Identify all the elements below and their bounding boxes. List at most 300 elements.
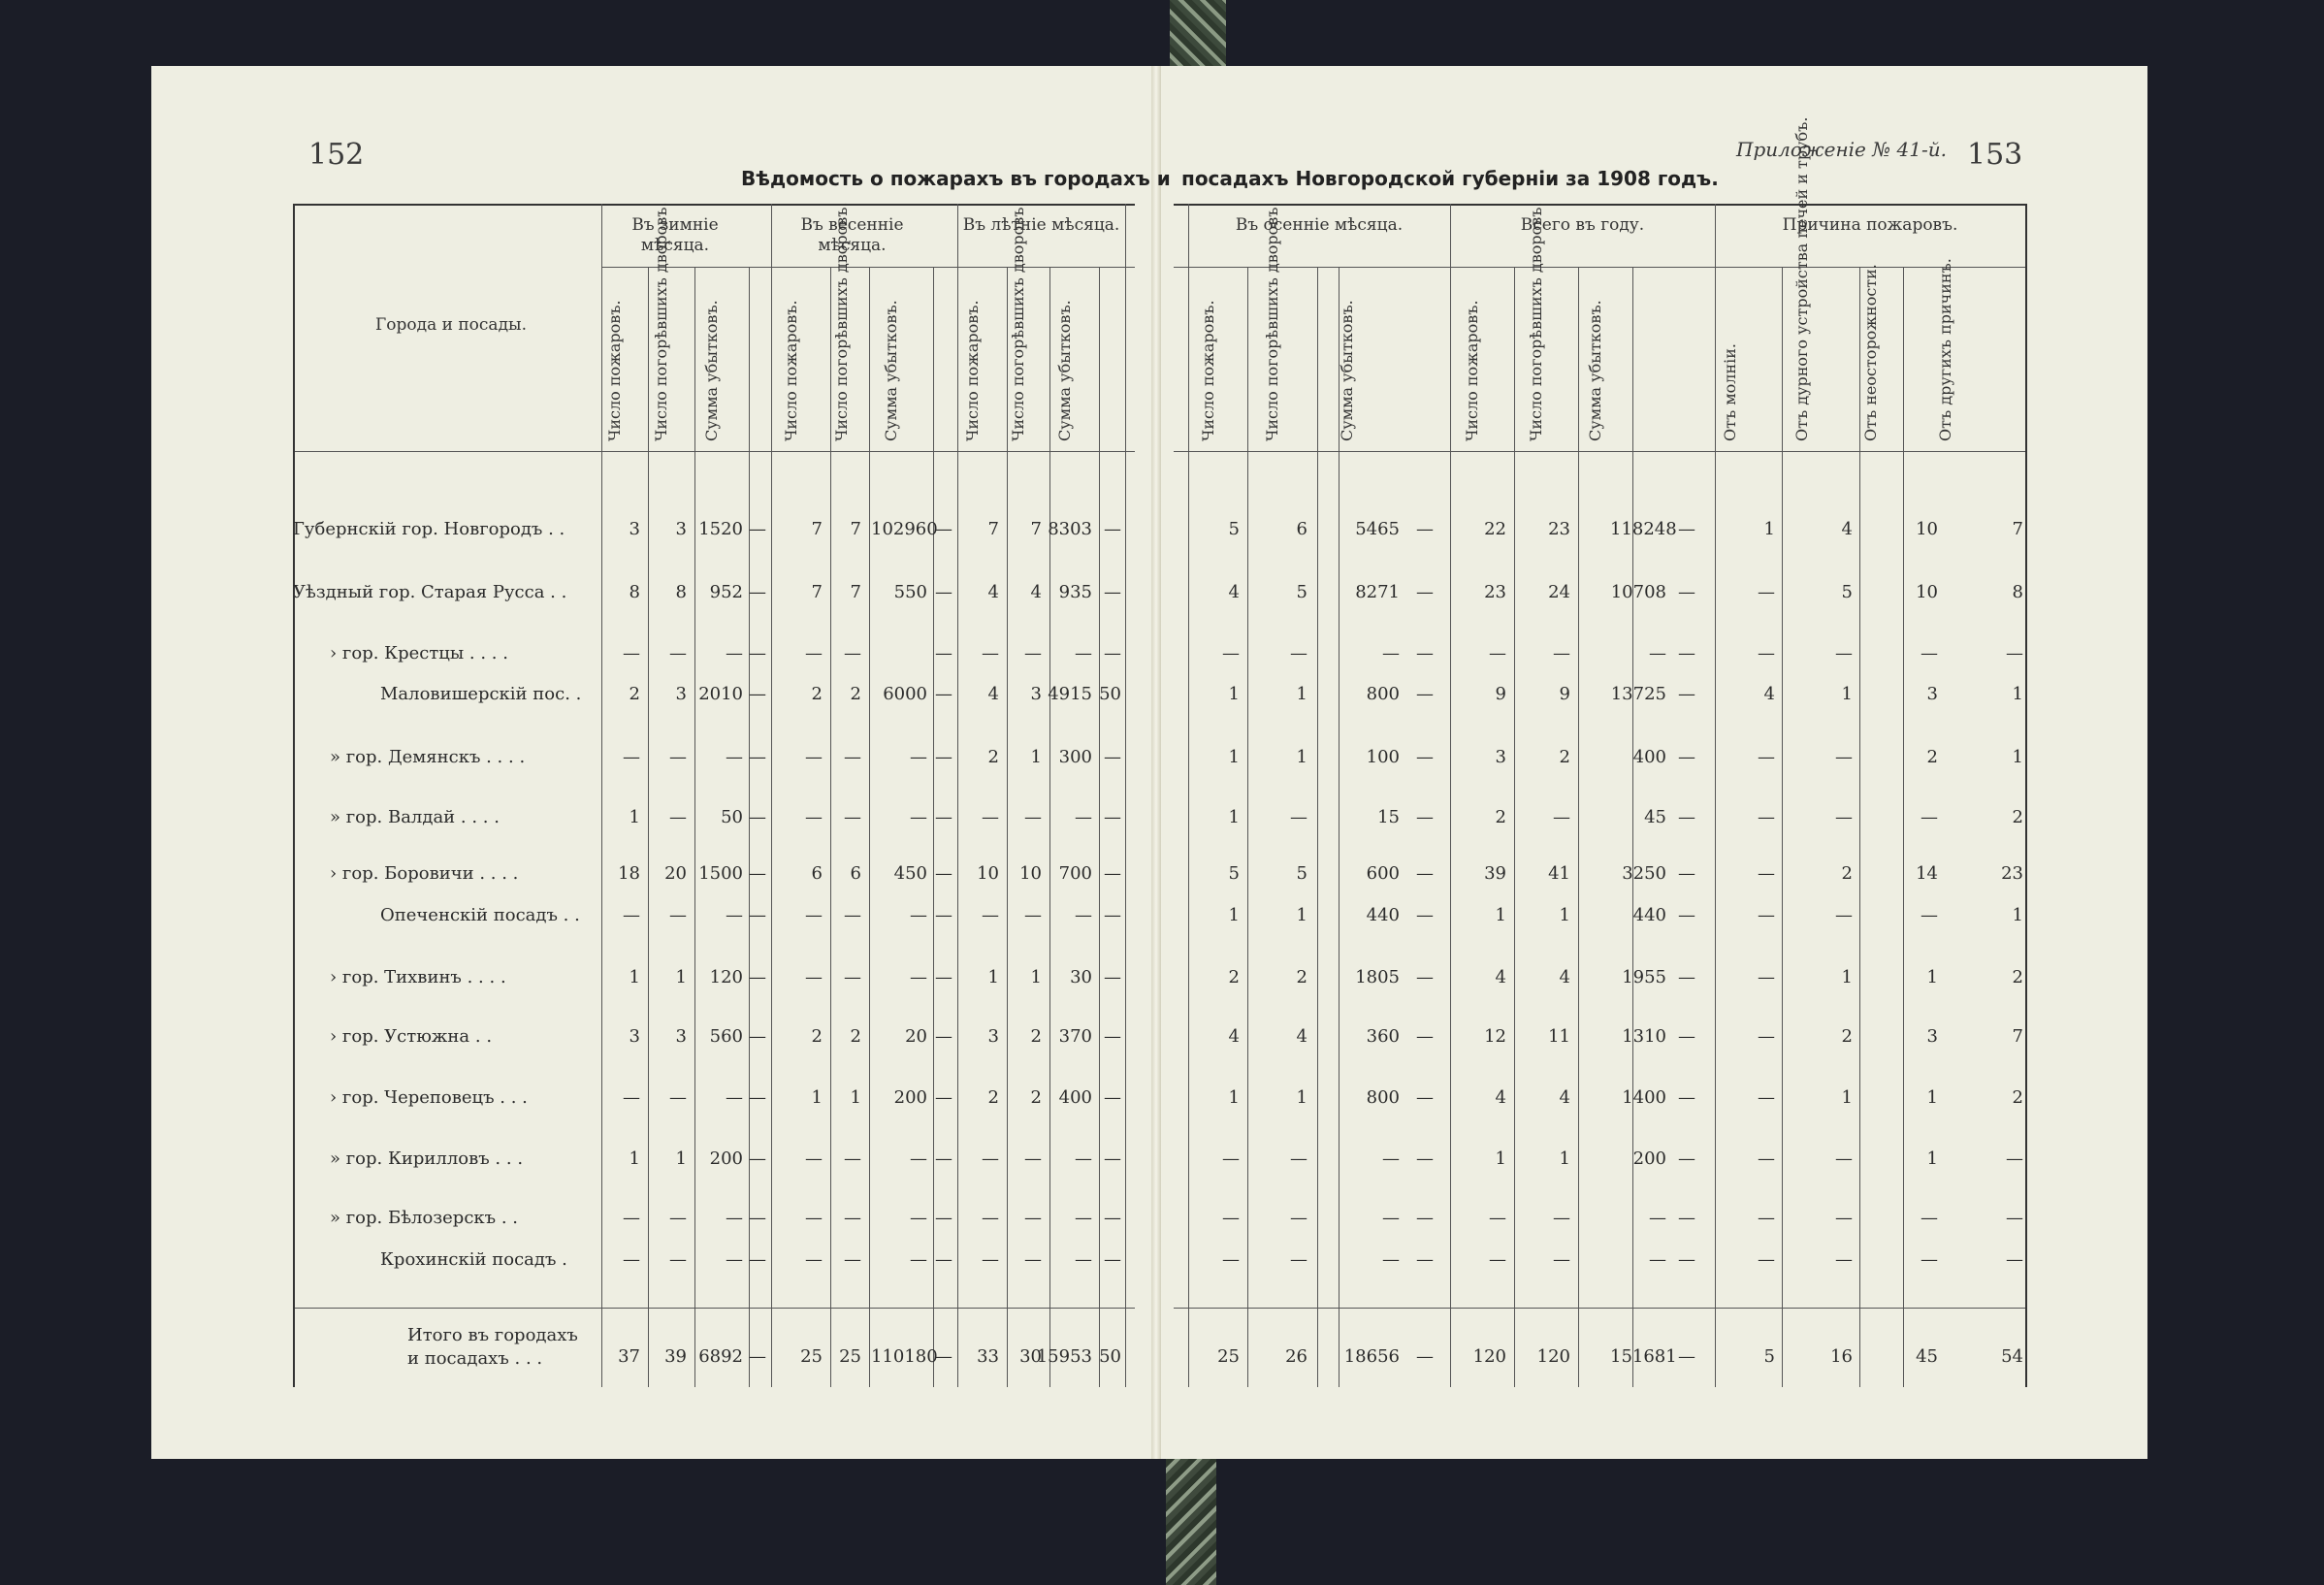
cell: 39 (1484, 863, 1506, 884)
cell: 3 (629, 1026, 640, 1047)
cell: 1 (1228, 1087, 1240, 1108)
cell: 2 (2012, 1087, 2023, 1108)
cell: 1 (1030, 967, 1042, 987)
cell: 1 (2012, 905, 2023, 925)
cell: — (805, 807, 823, 827)
cell: 22 (1484, 519, 1506, 539)
cell: 2 (1926, 747, 1938, 767)
cell: 1 (1495, 905, 1506, 925)
total-cell: 5 (1763, 1346, 1775, 1367)
cell: 23 (1484, 582, 1506, 602)
cell: 15 (1377, 807, 1400, 827)
total-label: и посадахъ . . . (407, 1348, 543, 1369)
cell: 3 (629, 519, 640, 539)
total-cell: 151681 (1610, 1346, 1677, 1367)
cell: 440 (1366, 905, 1400, 925)
cell: 4 (1228, 1026, 1240, 1047)
cell: — (1104, 807, 1121, 827)
header-sub: Сумма убытковъ. (1054, 300, 1074, 441)
cell: — (1290, 1148, 1307, 1169)
cell: — (749, 1148, 766, 1169)
cell: 3 (1926, 684, 1938, 704)
cell: — (1416, 747, 1434, 767)
cell: — (844, 643, 861, 663)
cell: — (1649, 1249, 1666, 1270)
cell: — (1104, 747, 1121, 767)
cell: — (1678, 747, 1695, 767)
column-rule (1859, 267, 1860, 1387)
cell: 1 (1228, 905, 1240, 925)
cell: 2 (629, 684, 640, 704)
cell: 6 (1296, 519, 1307, 539)
cell: — (1758, 747, 1775, 767)
cell: 1 (1763, 519, 1775, 539)
cell: 1 (1559, 1148, 1570, 1169)
cell: 30 (1070, 967, 1092, 987)
cell: — (1758, 1249, 1775, 1270)
cell: 4 (1841, 519, 1853, 539)
cell: 1805 (1355, 967, 1400, 987)
row-label: › гор. Череповецъ . . . (330, 1087, 528, 1108)
cell: — (1835, 1148, 1853, 1169)
header-group: Всего въ году. (1520, 215, 1645, 235)
cell: — (1553, 643, 1570, 663)
cell: — (1489, 1208, 1506, 1228)
cell: — (1104, 1087, 1121, 1108)
cell: — (935, 863, 952, 884)
cell: 7 (2012, 519, 2023, 539)
cell: 3 (1926, 1026, 1938, 1047)
group-header-rule (1174, 267, 2027, 268)
header-group: Въ весенніе мѣсяца. (800, 215, 904, 255)
row-label: » гор. Валдай . . . . (330, 807, 500, 827)
cell: — (844, 1208, 861, 1228)
cell: — (1489, 643, 1506, 663)
cell: — (1222, 643, 1240, 663)
total-cell: — (749, 1346, 766, 1367)
cell: — (1024, 643, 1042, 663)
row-label: » гор. Бѣлозерскъ . . (330, 1208, 518, 1228)
cell: 10 (1916, 582, 1938, 602)
cell: — (1024, 1249, 1042, 1270)
cell: 400 (1058, 1087, 1092, 1108)
header-sub: Число погорѣвшихъ дворовъ. (1009, 202, 1027, 441)
cell: — (1416, 519, 1434, 539)
total-cell: 30 (1019, 1346, 1042, 1367)
cell: — (1553, 1208, 1570, 1228)
cell: — (1104, 1148, 1121, 1169)
cell: — (1222, 1208, 1240, 1228)
cell: — (1104, 905, 1121, 925)
cell: 560 (709, 1026, 743, 1047)
cell: — (982, 1148, 999, 1169)
cell: — (1416, 1148, 1434, 1169)
binding-ribbon-top (1170, 0, 1226, 66)
cell: 7 (1030, 519, 1042, 539)
cell: — (935, 1026, 952, 1047)
cell: — (1222, 1148, 1240, 1169)
cell: 2 (1559, 747, 1570, 767)
cell: 4 (1763, 684, 1775, 704)
cell: 1400 (1622, 1087, 1666, 1108)
cell: — (1678, 643, 1695, 663)
header-cause: Отъ молніи. (1720, 342, 1739, 441)
cell: 935 (1058, 582, 1092, 602)
header-sub: Число пожаровъ. (962, 300, 982, 441)
cell: 1 (1926, 967, 1938, 987)
cell: — (935, 967, 952, 987)
cell: 7 (811, 519, 823, 539)
cell: — (669, 1208, 687, 1228)
cell: 2 (850, 684, 861, 704)
cell: 4 (1296, 1026, 1307, 1047)
cell: 200 (1632, 1148, 1666, 1169)
cell: 952 (709, 582, 743, 602)
cell: 10708 (1610, 582, 1666, 602)
header-sub: Число погорѣвшихъ дворовъ. (1527, 202, 1545, 441)
cell: — (1104, 1026, 1121, 1047)
cell: — (1921, 1208, 1938, 1228)
header-sub: Число пожаровъ. (1463, 300, 1481, 441)
cell: 23 (1548, 519, 1570, 539)
cell: 800 (1366, 684, 1400, 704)
cell: 800 (1366, 1087, 1400, 1108)
cell: — (1758, 1148, 1775, 1169)
cell: — (1835, 905, 1853, 925)
cell: — (726, 747, 743, 767)
cell: 20 (905, 1026, 927, 1047)
cell: — (2006, 643, 2023, 663)
cell: — (749, 582, 766, 602)
cell: — (1416, 905, 1434, 925)
cell: 3 (675, 684, 687, 704)
cell: 10 (1019, 863, 1042, 884)
header-sub: Число погорѣвшихъ дворовъ. (652, 202, 670, 441)
cell: — (1758, 1208, 1775, 1228)
cell: 200 (709, 1148, 743, 1169)
cell: 2 (811, 1026, 823, 1047)
total-cell: — (935, 1346, 952, 1367)
cell: — (1678, 684, 1695, 704)
cell: — (623, 1087, 640, 1108)
cell: — (1678, 863, 1695, 884)
cell: 100 (1366, 747, 1400, 767)
cell: 50 (721, 807, 743, 827)
cell: 9 (1559, 684, 1570, 704)
total-cell: 16 (1830, 1346, 1853, 1367)
cell: — (844, 1249, 861, 1270)
row-label: › гор. Тихвинъ . . . . (330, 967, 506, 987)
cell: — (1290, 1249, 1307, 1270)
cell: 360 (1366, 1026, 1400, 1047)
cell: — (1104, 863, 1121, 884)
total-cell: 120 (1536, 1346, 1570, 1367)
cell: 1 (1030, 747, 1042, 767)
cell: 23 (2001, 863, 2023, 884)
cell: 3250 (1622, 863, 1666, 884)
cell: — (1678, 1026, 1695, 1047)
cell: — (1290, 1208, 1307, 1228)
cell: — (1416, 643, 1434, 663)
cell: — (1075, 1148, 1092, 1169)
cell: 5 (1296, 863, 1307, 884)
cell: — (1416, 582, 1434, 602)
cell: — (1416, 1249, 1434, 1270)
cell: — (805, 967, 823, 987)
cell: 1 (1296, 905, 1307, 925)
cell: — (749, 1249, 766, 1270)
row-label: › гор. Устюжна . . (330, 1026, 493, 1047)
cell: 5 (1228, 519, 1240, 539)
cell: — (910, 1208, 927, 1228)
cell: — (669, 807, 687, 827)
cell: 4 (987, 582, 999, 602)
cell: — (1075, 807, 1092, 827)
cell: 10 (1916, 519, 1938, 539)
cell: — (1758, 905, 1775, 925)
cell: 4 (1559, 1087, 1570, 1108)
cell: 1 (1559, 905, 1570, 925)
total-cell: 33 (977, 1346, 999, 1367)
row-label: › гор. Крестцы . . . . (330, 643, 508, 663)
cell: — (982, 1208, 999, 1228)
cell: 1 (2012, 684, 2023, 704)
cell: — (844, 807, 861, 827)
cell: 8 (2012, 582, 2023, 602)
cell: — (844, 747, 861, 767)
cell: 7 (850, 582, 861, 602)
cell: — (1678, 1208, 1695, 1228)
cell: — (1758, 1087, 1775, 1108)
cell: 5465 (1355, 519, 1400, 539)
cell: 4 (1495, 1087, 1506, 1108)
total-cell: 54 (2001, 1346, 2023, 1367)
total-rule (293, 1308, 1135, 1309)
total-cell: 18656 (1343, 1346, 1400, 1367)
cell: — (805, 747, 823, 767)
table-top-rule (1174, 204, 2027, 206)
binding-ribbon-bottom (1166, 1459, 1216, 1585)
cell: — (1416, 807, 1434, 827)
cell: 1 (629, 807, 640, 827)
group-header-rule (601, 267, 1135, 268)
cell: 11 (1548, 1026, 1570, 1047)
cell: — (982, 643, 999, 663)
cell: 5 (1296, 582, 1307, 602)
header-cause: Отъ неосторожности. (1861, 264, 1880, 441)
cell: 550 (893, 582, 927, 602)
appendix-label: Приложеніе № 41-й. (1736, 138, 1947, 161)
cell: 370 (1058, 1026, 1092, 1047)
cell: 1 (675, 967, 687, 987)
cell: 1 (675, 1148, 687, 1169)
cell: — (1489, 1249, 1506, 1270)
cell: — (1290, 807, 1307, 827)
cell: — (1024, 1148, 1042, 1169)
header-sub: Сумма убытковъ. (702, 300, 721, 441)
cell: 4 (1030, 582, 1042, 602)
header-group: Въ лѣтніе мѣсяца. (962, 215, 1120, 235)
cell: — (1075, 905, 1092, 925)
cell: 2 (1841, 863, 1853, 884)
cell: 13725 (1610, 684, 1666, 704)
header-cause: Отъ дурного устройства печей и трубъ. (1792, 116, 1811, 441)
column-rule (1715, 204, 1716, 1387)
cell: 3 (987, 1026, 999, 1047)
header-sub: Число погорѣвшихъ дворовъ. (1263, 202, 1281, 441)
cell: 2 (1841, 1026, 1853, 1047)
cell: 8303 (1048, 519, 1092, 539)
cell: — (1649, 1208, 1666, 1228)
cell: 1 (1296, 747, 1307, 767)
cell: 2 (2012, 807, 2023, 827)
cell: — (844, 967, 861, 987)
cell: — (935, 1208, 952, 1228)
cell: 1 (1495, 1148, 1506, 1169)
cell: — (1678, 1087, 1695, 1108)
cell: 20 (664, 863, 687, 884)
cell: 1500 (698, 863, 743, 884)
header-sub: Число погорѣвшихъ дворовъ. (832, 202, 851, 441)
cell: 1 (1926, 1148, 1938, 1169)
cell: — (910, 747, 927, 767)
cell: 4 (987, 684, 999, 704)
cell: 12 (1484, 1026, 1506, 1047)
total-cell: — (1416, 1346, 1434, 1367)
right-page-number: 153 (1967, 138, 2023, 172)
cell: — (1382, 1148, 1400, 1169)
cell: — (1382, 1208, 1400, 1228)
cell: 5 (1228, 863, 1240, 884)
cell: — (1075, 1208, 1092, 1228)
cell: 1 (1296, 684, 1307, 704)
cell: 18 (618, 863, 640, 884)
cell: — (1758, 582, 1775, 602)
cell: — (726, 643, 743, 663)
cell: 102960 (871, 519, 938, 539)
cell: — (623, 1249, 640, 1270)
cell: — (749, 905, 766, 925)
cell: — (982, 905, 999, 925)
cell: — (1678, 519, 1695, 539)
total-cell: 50 (1099, 1346, 1121, 1367)
cell: — (749, 1208, 766, 1228)
cell: 1 (1228, 684, 1240, 704)
cell: 7 (2012, 1026, 2023, 1047)
cell: — (1416, 1087, 1434, 1108)
cell: — (935, 519, 952, 539)
cell: — (623, 747, 640, 767)
cell: — (910, 807, 927, 827)
cell: 1955 (1622, 967, 1666, 987)
cell: — (749, 747, 766, 767)
cell: 1 (850, 1087, 861, 1108)
cell: — (910, 1249, 927, 1270)
row-label: Крохинскій посадъ . (380, 1249, 567, 1270)
total-cell: 120 (1472, 1346, 1506, 1367)
cell: — (1382, 1249, 1400, 1270)
cell: — (935, 684, 952, 704)
cell: — (910, 905, 927, 925)
total-cell: 15953 (1036, 1346, 1092, 1367)
cell: — (726, 905, 743, 925)
cell: 2 (811, 684, 823, 704)
cell: — (1222, 1249, 1240, 1270)
cell: 10 (977, 863, 999, 884)
cell: 2 (1296, 967, 1307, 987)
cell: — (935, 1087, 952, 1108)
cell: — (1921, 643, 1938, 663)
cell: — (844, 1148, 861, 1169)
column-rule (869, 267, 870, 1387)
cell: 1 (1841, 1087, 1853, 1108)
cell: 120 (709, 967, 743, 987)
cell: 1 (629, 967, 640, 987)
cell: 2 (1030, 1087, 1042, 1108)
cell: 5 (1841, 582, 1853, 602)
cell: — (1678, 905, 1695, 925)
cell: 6 (850, 863, 861, 884)
cell: 600 (1366, 863, 1400, 884)
cell: — (1758, 807, 1775, 827)
cell: — (1075, 643, 1092, 663)
cell: 7 (850, 519, 861, 539)
cell: — (1678, 967, 1695, 987)
cell: 1 (1926, 1087, 1938, 1108)
cell: — (749, 684, 766, 704)
cell: — (1416, 684, 1434, 704)
cell: — (1678, 582, 1695, 602)
header-sub: Число пожаровъ. (1198, 300, 1217, 441)
cell: 4 (1228, 582, 1240, 602)
cell: 2 (2012, 967, 2023, 987)
row-label: » гор. Кирилловъ . . . (330, 1148, 524, 1169)
total-cell: — (1678, 1346, 1695, 1367)
cell: — (1553, 807, 1570, 827)
cell: 41 (1548, 863, 1570, 884)
cell: — (935, 1249, 952, 1270)
column-rule (1125, 204, 1126, 1387)
cell: — (1024, 905, 1042, 925)
total-label: Итого въ городахъ (407, 1325, 578, 1345)
total-cell: 6892 (698, 1346, 743, 1367)
cell: — (669, 643, 687, 663)
cell: 9 (1495, 684, 1506, 704)
header-sub: Число пожаровъ. (781, 300, 800, 441)
cell: — (726, 1249, 743, 1270)
header-sub: Сумма убытковъ. (1338, 300, 1356, 441)
cell: 440 (1632, 905, 1666, 925)
header-group: Въ зимніе мѣсяца. (631, 215, 719, 255)
cell: — (1104, 519, 1121, 539)
cell: — (1075, 1249, 1092, 1270)
cell: — (805, 905, 823, 925)
total-cell: 25 (800, 1346, 823, 1367)
total-cell: 110180 (871, 1346, 938, 1367)
cell: — (1758, 1026, 1775, 1047)
cell: — (805, 1249, 823, 1270)
table-left-border (293, 204, 295, 1387)
cell: — (935, 905, 952, 925)
header-cause: Отъ другихъ причинъ. (1936, 258, 1954, 441)
cell: — (1382, 643, 1400, 663)
cell: — (749, 807, 766, 827)
cell: — (1649, 643, 1666, 663)
cell: 1 (1841, 967, 1853, 987)
cell: 2010 (698, 684, 743, 704)
cell: — (844, 905, 861, 925)
cell: — (623, 643, 640, 663)
